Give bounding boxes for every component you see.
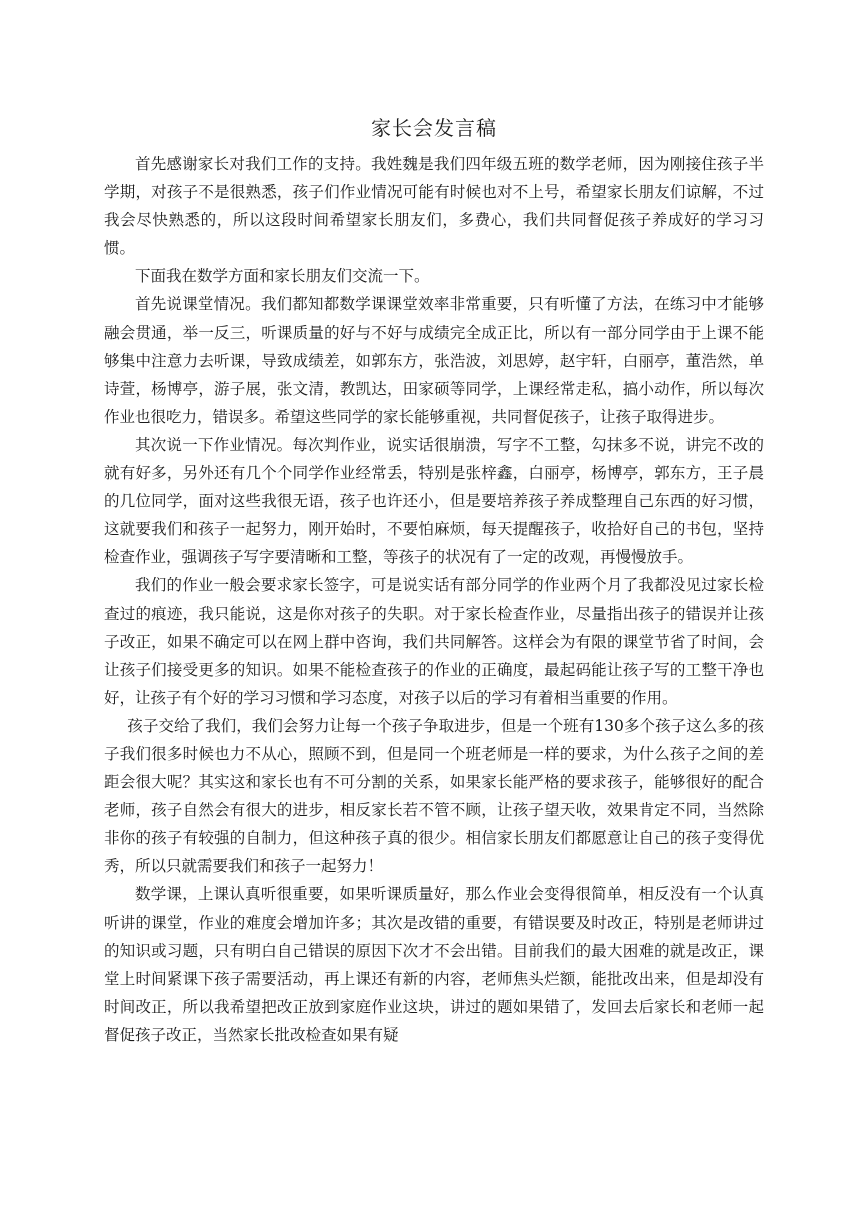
document-page bbox=[104, 112, 764, 1049]
paragraph-intro: 首先感谢家长对我们工作的支持。我姓魏是我们四年级五班的数学老师，因为刚接住孩子半学期，对孩子不是很熟悉，孩子们作业情况可能有时候也对不上号，希望家长朋友们谅解，不过我会尽快熟悉的，所以这段时间希望家长朋友们，多费心，我们共同督促孩子养成好的学习习惯。 bbox=[104, 155, 764, 258]
paragraph-signature: 我们的作业一般会要求家长签字，可是说实话有部分同学的作业两个月了我都没见过家长检查过的痕迹，我只能说，这是你对孩子的失职。对于家长检查作业，尽量指出孩子的错误并让孩子改正，如果不确定可以在网上群中咨询，我们共同解答。这样会为有限的课堂节省了时间，会让孩子们接受更多的知识。如果不能检查孩子的作业的正确度，最起码能让孩子写的工整干净也好，让孩子有个好的学习习惯和学习态度，对孩子以后的学习有着相当重要的作用。 bbox=[104, 576, 764, 707]
paragraph-math-class: 数学课，上课认真听很重要，如果听课质量好，那么作业会变得很简单，相反没有一个认真听讲的课堂，作业的难度会增加许多；其次是改错的重要，有错误要及时改正，特别是老师讲过的知识或习题，只有明白自己错误的原因下次才不会出错。目前我们的最大困难的就是改正，课堂上时间紧课下孩子需要活动，再上课还有新的内容，老师焦头烂额，能批改出来，但是却没有时间改正，所以我希望把改正放到家庭作业这块，讲过的题如果错了，发回去后家长和老师一起督促孩子改正，当然家长批改检查如果有疑 bbox=[104, 885, 764, 1044]
document-title: 家长会发言稿 bbox=[371, 116, 497, 140]
paragraph-homework: 其次说一下作业情况。每次判作业，说实话很崩溃，写字不工整，勾抹多不说，讲完不改的就有好多，另外还有几个个同学作业经常丢，特别是张梓鑫，白丽亭，杨博亭，郭东方，王子晨的几位同学，面对这些我很无语，孩子也许还小，但是要培养孩子养成整理自己东西的好习惯，这就要我们和孩子一起努力，刚开始时，不要怕麻烦，每天提醒孩子，收拾好自己的书包，坚持检查作业，强调孩子写字要清晰和工整，等孩子的状况有了一定的改观，再慢慢放手。 bbox=[104, 435, 764, 567]
paragraph-transition: 下面我在数学方面和家长朋友们交流一下。 bbox=[135, 267, 430, 286]
paragraph-classroom: 首先说课堂情况。我们都知都数学课课堂效率非常重要，只有听懂了方法，在练习中才能够融会贯通，举一反三，听课质量的好与不好与成绩完全成正比，所以有一部分同学由于上课不能够集中注意力去听课，导致成绩差，如郭东方，张浩波，刘思婷，赵宇轩，白丽亭，董浩然，单诗萱，杨博亭，游子展，张文清，教凯达，田家硕等同学，上课经常走私，搞小动作，所以每次作业也很吃力，错误多。希望这些同学的家长能够重视，共同督促孩子，让孩子取得进步。 bbox=[104, 295, 764, 426]
paragraph-cooperation: 孩子交给了我们，我们会努力让每一个孩子争取进步，但是一个班有130多个孩子这么多的孩子我们很多时候也力不从心，照顾不到，但是同一个班老师是一样的要求，为什么孩子之间的差距会很大呢？其实这和家长也有不可分割的关系，如果家长能严格的要求孩子，能够很好的配合老师，孩子自然会有很大的进步，相反家长若不管不顾，让孩子望天收，效果肯定不同，当然除非你的孩子有较强的自制力，但这种孩子真的很少。相信家长朋友们都愿意让自己的孩子变得优秀，所以只就需要我们和孩子一起努力！ bbox=[104, 716, 764, 876]
